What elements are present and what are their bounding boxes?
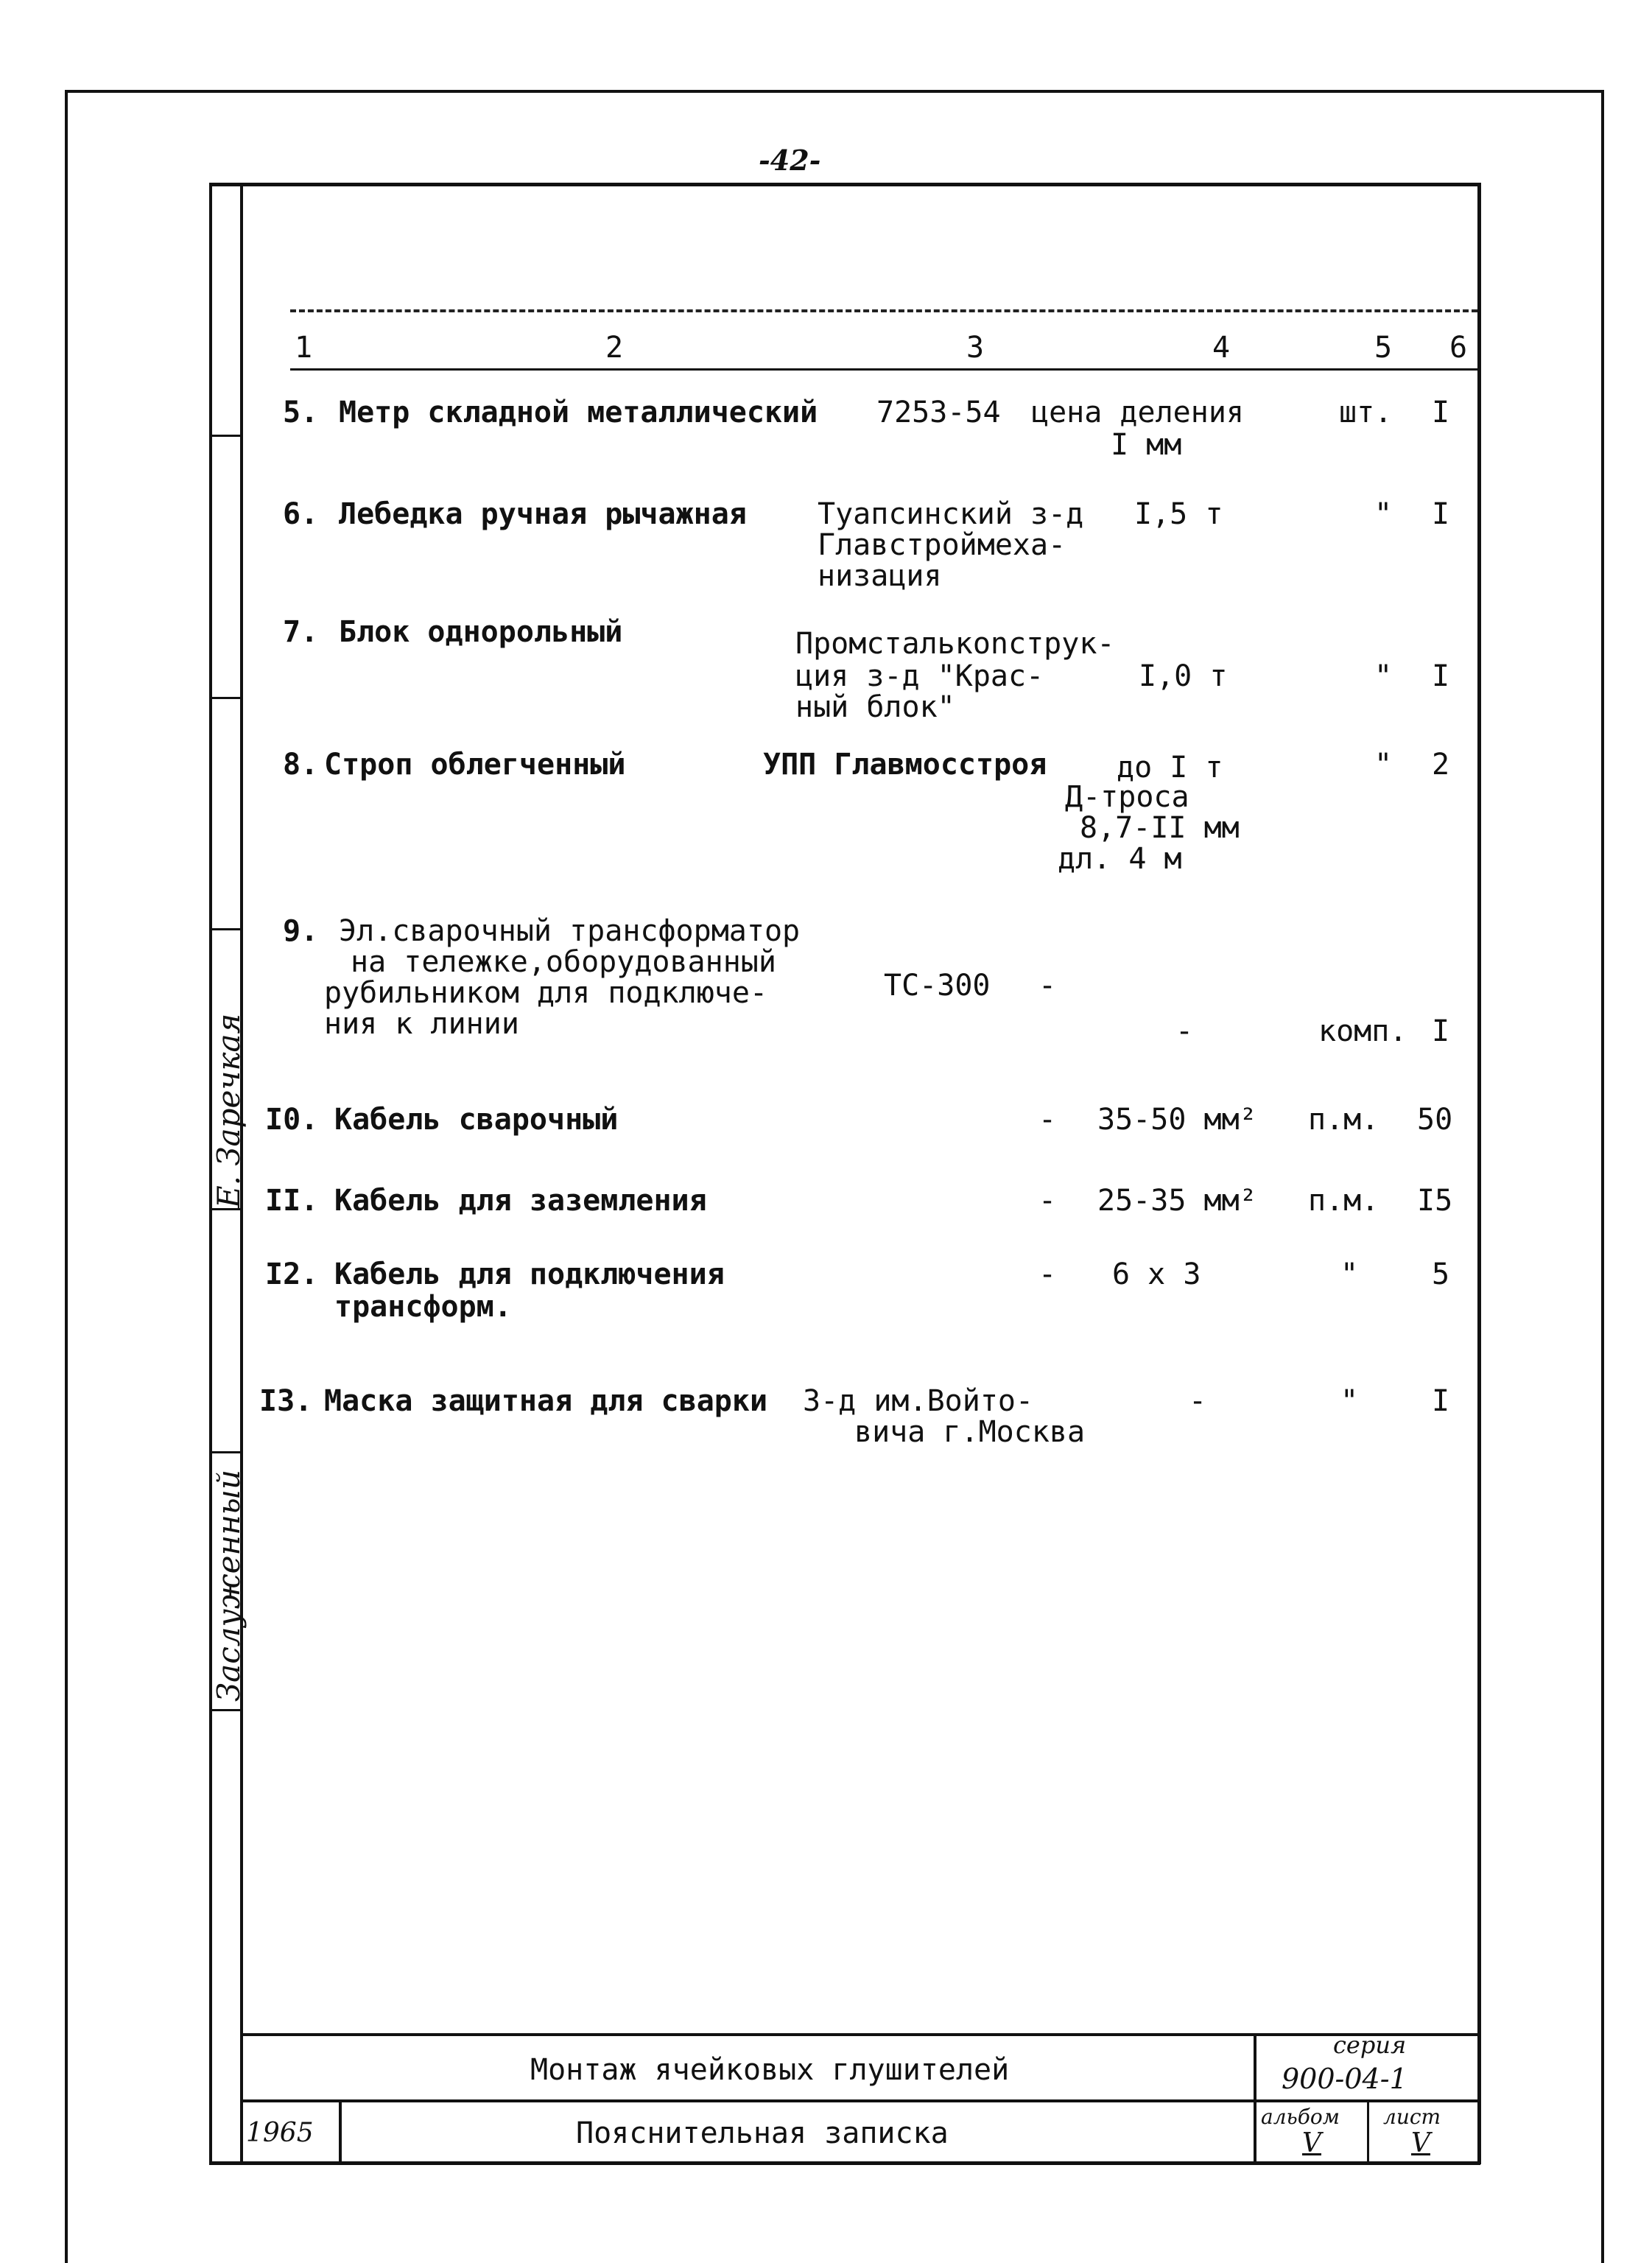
document-title: Монтаж ячейковых глушителей <box>530 2053 1010 2087</box>
item-name: Маска защитная для сварки <box>324 1384 768 1418</box>
sheet-label: лист <box>1383 2105 1441 2129</box>
item-name: Кабель для заземления <box>334 1184 707 1218</box>
item-qty: I <box>1432 497 1450 531</box>
side-sep-3 <box>209 928 242 930</box>
item-maker: З-д им.Войто- <box>803 1384 1034 1418</box>
item-qty: I5 <box>1417 1184 1453 1218</box>
item-qty: 50 <box>1417 1103 1453 1137</box>
item-number: I3. <box>259 1384 313 1418</box>
side-sep-4 <box>209 1208 242 1210</box>
outer-border-right <box>1601 90 1604 2263</box>
item-spec: цена деления <box>1031 396 1244 429</box>
side-sep-5 <box>209 1451 242 1453</box>
item-number: I0. <box>265 1103 319 1137</box>
item-name: трансформ. <box>334 1290 512 1324</box>
item-number: 9. <box>283 914 319 948</box>
item-name: Строп облегченный <box>324 748 626 782</box>
item-name: на тележке,оборудованный <box>351 945 776 979</box>
item-spec: I,0 т <box>1139 659 1228 693</box>
item-name: Кабель сварочный <box>334 1103 619 1137</box>
item-qty: I <box>1432 396 1450 429</box>
col-header-1: 1 <box>295 331 313 365</box>
item-qty: I <box>1432 1014 1450 1048</box>
item-maker: Промсталькonструк- <box>795 627 1115 661</box>
header-rule <box>290 309 1477 312</box>
item-maker: вича г.Москва <box>854 1415 1086 1449</box>
item-number: 5. <box>283 396 319 429</box>
item-spec: - <box>1189 1384 1207 1418</box>
item-maker: низация <box>818 559 942 593</box>
item-name: рубильником для подключе- <box>324 976 768 1010</box>
item-name: Блок однорольный <box>339 615 623 649</box>
item-qty: 5 <box>1432 1257 1450 1291</box>
outer-border-top <box>65 90 1604 93</box>
sheet-number: V <box>1411 2128 1430 2158</box>
col-header-3: 3 <box>966 331 985 365</box>
item-unit: п.м. <box>1308 1184 1379 1218</box>
side-stamp-1: Е. Заречкая <box>211 1013 247 1208</box>
page-number: -42- <box>759 144 821 177</box>
item-spec: 25-35 мм² <box>1097 1184 1257 1218</box>
item-unit: " <box>1374 497 1393 531</box>
item-spec: до I т <box>1117 751 1223 785</box>
item-maker: УПП Главмосстроя <box>763 748 1047 782</box>
frame-right <box>1477 183 1481 2164</box>
album-label: альбом <box>1261 2105 1340 2129</box>
frame-bottom <box>209 2161 1480 2165</box>
item-unit: " <box>1374 659 1393 693</box>
item-spec: 35-50 мм² <box>1097 1103 1257 1137</box>
item-spec: дл. 4 м <box>1058 842 1182 876</box>
series-number: 900-04-1 <box>1282 2063 1407 2095</box>
title-block-vline-sheet <box>1367 2099 1369 2164</box>
item-maker: ный блок" <box>795 690 955 724</box>
item-spec: Д-троса <box>1065 780 1189 814</box>
item-maker: - <box>1038 969 1057 1003</box>
col-header-5: 5 <box>1374 331 1393 365</box>
header-rule-bottom <box>290 368 1477 371</box>
side-sep-6 <box>209 1709 242 1711</box>
item-maker: ТС-300 <box>884 969 991 1003</box>
item-maker: Туапсинский з-д <box>818 497 1084 531</box>
item-name: Эл.сварочный трансформатор <box>339 914 801 948</box>
item-number: I2. <box>265 1257 319 1291</box>
item-maker: - <box>1038 1184 1057 1218</box>
item-number: 7. <box>283 615 319 649</box>
item-number: 6. <box>283 497 319 531</box>
item-maker: 7253-54 <box>876 396 1001 429</box>
item-spec: I мм <box>1111 428 1182 462</box>
item-maker: - <box>1038 1257 1057 1291</box>
item-maker: Главстроймеха- <box>818 528 1066 562</box>
item-name: Метр складной металлический <box>339 396 818 429</box>
item-number: II. <box>265 1184 319 1218</box>
item-unit: " <box>1340 1384 1359 1418</box>
item-number: 8. <box>283 748 319 782</box>
col-header-4: 4 <box>1212 331 1231 365</box>
item-maker: ция з-д "Крас- <box>795 659 1044 693</box>
series-label: серия <box>1333 2031 1407 2059</box>
item-unit: комп. <box>1318 1014 1407 1048</box>
side-sep-1 <box>209 435 242 437</box>
outer-border-left <box>65 90 68 2263</box>
item-spec: - <box>1175 1014 1194 1048</box>
item-unit: " <box>1340 1257 1359 1291</box>
col-header-2: 2 <box>605 331 624 365</box>
title-block-vline-year <box>339 2099 342 2164</box>
album-number: V <box>1302 2128 1321 2158</box>
frame-top <box>209 183 1480 186</box>
item-spec: 8,7-II мм <box>1080 811 1240 845</box>
item-qty: I <box>1432 1384 1450 1418</box>
item-spec: 6 x 3 <box>1112 1257 1201 1291</box>
item-maker: - <box>1038 1103 1057 1137</box>
title-block-vline-series <box>1254 2033 1256 2164</box>
item-qty: 2 <box>1432 748 1450 782</box>
item-unit: п.м. <box>1308 1103 1379 1137</box>
item-unit: шт. <box>1339 396 1393 429</box>
title-block-top <box>240 2033 1480 2036</box>
side-stamp-2: Заслуженный <box>211 1469 247 1702</box>
item-name: ния к линии <box>324 1007 519 1041</box>
document-subtitle: Пояснительная записка <box>576 2116 949 2150</box>
year: 1965 <box>246 2118 314 2148</box>
item-name: Кабель для подключения <box>334 1257 725 1291</box>
side-sep-2 <box>209 697 242 699</box>
item-name: Лебедка ручная рычажная <box>339 497 747 531</box>
col-header-6: 6 <box>1449 331 1468 365</box>
item-unit: " <box>1374 748 1393 782</box>
item-spec: I,5 т <box>1134 497 1223 531</box>
item-qty: I <box>1432 659 1450 693</box>
